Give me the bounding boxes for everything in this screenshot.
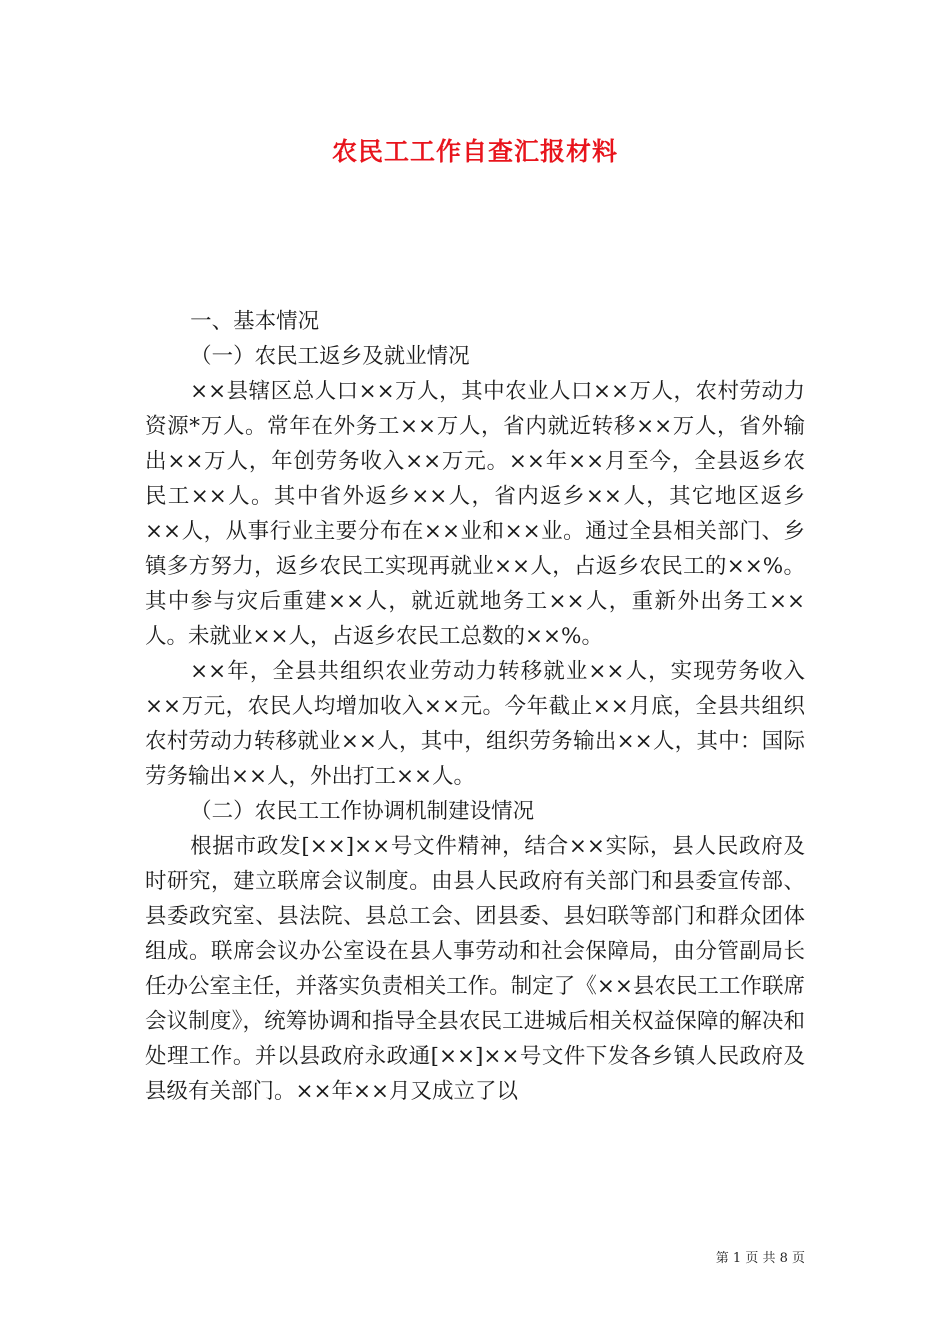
- document-body: [145, 304, 805, 1109]
- document-title: 农民工工作自查汇报材料: [331, 137, 618, 166]
- paragraph-labor-transfer: ××年，全县共组织农业劳动力转移就业××人，实现劳务收入××万元，农民人均增加收入××元。今年截止××月底，全县共组织农村劳动力转移就业××人，其中，组织劳务输出××人，其中：国际劳务输出××人，外出打工××人。: [145, 659, 805, 789]
- page-number-footer: 第 1 页 共 8 页: [715, 1251, 805, 1266]
- paragraph-joint-meeting-system: 根据市政发[××]××号文件精神，结合××实际，县人民政府及时研究，建立联席会议制度。由县人民政府有关部门和县委宣传部、县委政究室、县法院、县总工会、团县委、县妇联等部门和群众团体组成。联席会议办公室设在县人事劳动和社会保障局，由分管副局长任办公室主任，并落实负责相关工作。制定了《××县农民工工作联席会议制度》，统筹协调和指导全县农民工进城后相关权益保障的解决和处理工作。并以县政府永政通[××]××号文件下发各乡镇人民政府及县级有关部门。××年××月又成立了以: [145, 834, 805, 1104]
- section-heading-basic-situation: 一、基本情况: [190, 309, 320, 334]
- subsection-heading-return-employment: （一）农民工返乡及就业情况: [190, 344, 470, 369]
- subsection-heading-coordination-mechanism: （二）农民工工作协调机制建设情况: [190, 799, 535, 824]
- paragraph-population-overview: ××县辖区总人口××万人，其中农业人口××万人，农村劳动力资源*万人。常年在外务工××万人，省内就近转移××万人，省外输出××万人，年创劳务收入××万元。××年××月至今，全县返乡农民工××人。其中省外返乡××人，省内返乡××人，其它地区返乡××人，从事行业主要分布在××业和××业。通过全县相关部门、乡镇多方努力，返乡农民工实现再就业××人，占返乡农民工的××%。其中参与灾后重建××人，就近就地务工××人，重新外出务工××人。未就业××人，占返乡农民工总数的××%。: [145, 379, 805, 649]
